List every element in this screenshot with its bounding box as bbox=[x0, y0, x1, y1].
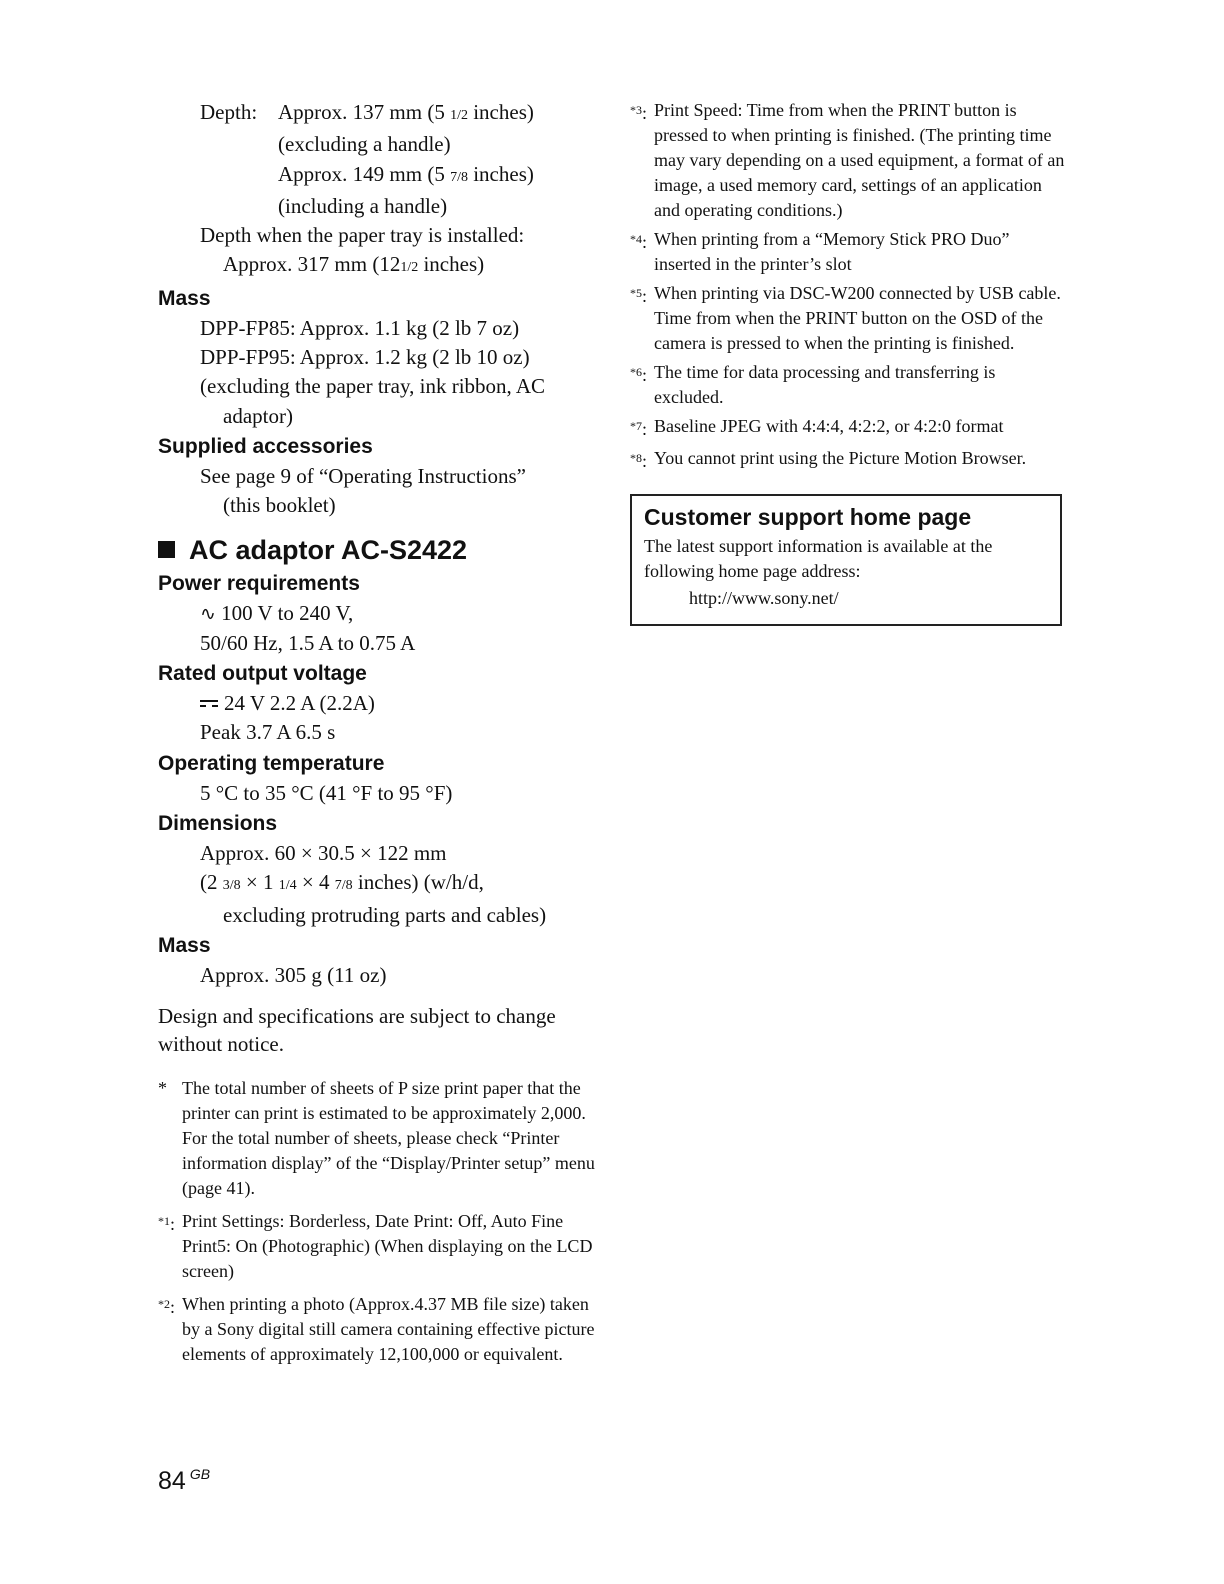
depth-excluding-note: (excluding a handle) bbox=[278, 132, 451, 157]
page-number: 84 $^{GB}$ bbox=[158, 1466, 211, 1495]
footnote-text: You cannot print using the Picture Motion Browser. bbox=[654, 448, 1027, 468]
footnote-mark: $^{*2}$: bbox=[158, 1297, 176, 1318]
support-url-link[interactable]: http://www.sony.net/ bbox=[689, 588, 839, 608]
dimensions-heading: Dimensions bbox=[158, 812, 278, 836]
mass-exclusion-b: adaptor) bbox=[223, 403, 293, 428]
footnote-text: Baseline JPEG with 4:4:4, 4:2:2, or 4:2:0 format bbox=[654, 416, 1004, 436]
output-heading: Rated output voltage bbox=[158, 662, 367, 686]
mass-fp95: DPP-FP95: Approx. 1.2 kg (2 lb 10 oz) bbox=[200, 345, 530, 370]
printer-mass-heading: Mass bbox=[158, 286, 211, 310]
footnote-6 bbox=[630, 360, 1066, 410]
mass-fp85: DPP-FP85: Approx. 1.1 kg (2 lb 7 oz) bbox=[200, 315, 520, 340]
temperature-block bbox=[158, 779, 598, 808]
footnote-mark: $^{*1}$: bbox=[158, 1214, 176, 1235]
power-line-2: 50/60 Hz, 1.5 A to 0.75 A bbox=[200, 630, 416, 655]
right-column bbox=[630, 98, 1066, 626]
power-heading: Power requirements bbox=[158, 571, 360, 595]
footnote-mark: $^{*5}$: bbox=[630, 286, 648, 306]
footnote-7 bbox=[630, 414, 1066, 442]
footnote-text: Print Settings: Borderless, Date Print: Off, Auto Fine Print5: On (Photographic) (When displaying on the LCD screen) bbox=[182, 1211, 593, 1282]
accessories-line-2: (this booklet) bbox=[223, 493, 336, 518]
design-notice: Design and specifications are subject to change without notice. bbox=[158, 1004, 556, 1057]
depth-tray-line: Depth when the paper tray is installed: bbox=[200, 223, 525, 248]
output-line-2: Peak 3.7 A 6.5 s bbox=[200, 720, 336, 745]
footnote-mark: $^{*7}$: bbox=[630, 419, 648, 439]
power-block bbox=[158, 599, 598, 659]
customer-support-box bbox=[630, 494, 1062, 626]
temperature-heading: Operating temperature bbox=[158, 751, 385, 775]
dc-symbol-icon bbox=[200, 700, 218, 707]
depth-including-note: (including a handle) bbox=[278, 193, 448, 218]
accessories-heading: Supplied accessories bbox=[158, 434, 373, 458]
temperature-line-1: 5 °C to 35 °C (41 °F to 95 °F) bbox=[200, 780, 453, 805]
footnote-mark: $^{*4}$: bbox=[630, 232, 648, 252]
depth-label: Depth: bbox=[200, 100, 258, 124]
footnote-mark: * bbox=[158, 1078, 167, 1099]
footnote-text: Print Speed: Time from when the PRINT button is pressed to when printing is finished. (The printing time may vary depending on a used equipment, a format of an image, a used memory card, settings of an application and operating conditions.) bbox=[654, 100, 1065, 220]
dimensions-block bbox=[158, 839, 598, 930]
footnotes-left bbox=[158, 1076, 598, 1367]
footnote-mark: $^{*8}$: bbox=[630, 451, 648, 471]
footnote-2 bbox=[158, 1292, 598, 1367]
depth-value-including: Approx. 149 mm (5 7/8 inches) bbox=[278, 161, 534, 186]
footnote-8 bbox=[630, 446, 1066, 474]
dimensions-line-2: (2 3/8 × 1 1/4 × 4 7/8 inches) (w/h/d, bbox=[200, 870, 484, 895]
depth-value-excluding: Approx. 137 mm (5 1/2 inches) bbox=[278, 100, 534, 124]
mass-exclusion-a: (excluding the paper tray, ink ribbon, AC bbox=[200, 374, 546, 399]
support-box-text: The latest support information is available at the following home page address: bbox=[644, 536, 993, 581]
output-block bbox=[158, 689, 598, 748]
footnote-star bbox=[158, 1076, 598, 1201]
adaptor-section-title: AC adaptor AC-S2422 bbox=[158, 533, 598, 567]
dimensions-line-1: Approx. 60 × 30.5 × 122 mm bbox=[200, 841, 447, 866]
footnote-text: The time for data processing and transferring is excluded. bbox=[654, 362, 996, 407]
footnote-1 bbox=[158, 1209, 598, 1284]
adaptor-mass-line-1: Approx. 305 g (11 oz) bbox=[200, 962, 387, 987]
accessories-line-1: See page 9 of “Operating Instructions” bbox=[200, 463, 526, 488]
footnote-3 bbox=[630, 98, 1066, 223]
footnote-text: The total number of sheets of P size print paper that the printer can print is estimated to be approximately 2,000. For the total number of sheets, please check “Printer information display” of the “Display/Printer setup” menu (page 41). bbox=[182, 1078, 595, 1199]
output-line-1: 24 V 2.2 A (2.2A) bbox=[158, 689, 598, 718]
adaptor-mass-heading: Mass bbox=[158, 933, 211, 957]
printer-mass-block bbox=[158, 314, 598, 431]
depth-block bbox=[158, 98, 598, 283]
accessories-block bbox=[158, 462, 598, 521]
section-square-icon bbox=[158, 541, 175, 558]
ac-symbol-icon: ∿ bbox=[200, 602, 216, 625]
footnote-5 bbox=[630, 281, 1066, 356]
depth-row-1 bbox=[158, 98, 598, 130]
footnote-text: When printing a photo (Approx.4.37 MB file size) taken by a Sony digital still camera containing effective picture elements of approximately 12,100,000 or equivalent. bbox=[182, 1294, 595, 1365]
adaptor-mass-block bbox=[158, 961, 598, 990]
support-box-title: Customer support home page bbox=[644, 504, 972, 530]
depth-tray-value: Approx. 317 mm (121/2 inches) bbox=[223, 252, 485, 277]
footnote-mark: $^{*6}$: bbox=[630, 365, 648, 385]
dimensions-line-3: excluding protruding parts and cables) bbox=[223, 902, 547, 927]
footnote-text: When printing via DSC-W200 connected by USB cable. Time from when the PRINT button on the OSD of the camera is pressed to when the printing is finished. bbox=[654, 283, 1061, 353]
left-column bbox=[158, 98, 598, 1367]
footnote-mark: $^{*3}$: bbox=[630, 103, 648, 123]
power-line-1: ∿ 100 V to 240 V, bbox=[200, 600, 354, 625]
footnote-4 bbox=[630, 227, 1066, 277]
footnote-text: When printing from a “Memory Stick PRO Duo” inserted in the printer’s slot bbox=[654, 229, 1010, 274]
page-language-code: GB bbox=[189, 1466, 211, 1482]
